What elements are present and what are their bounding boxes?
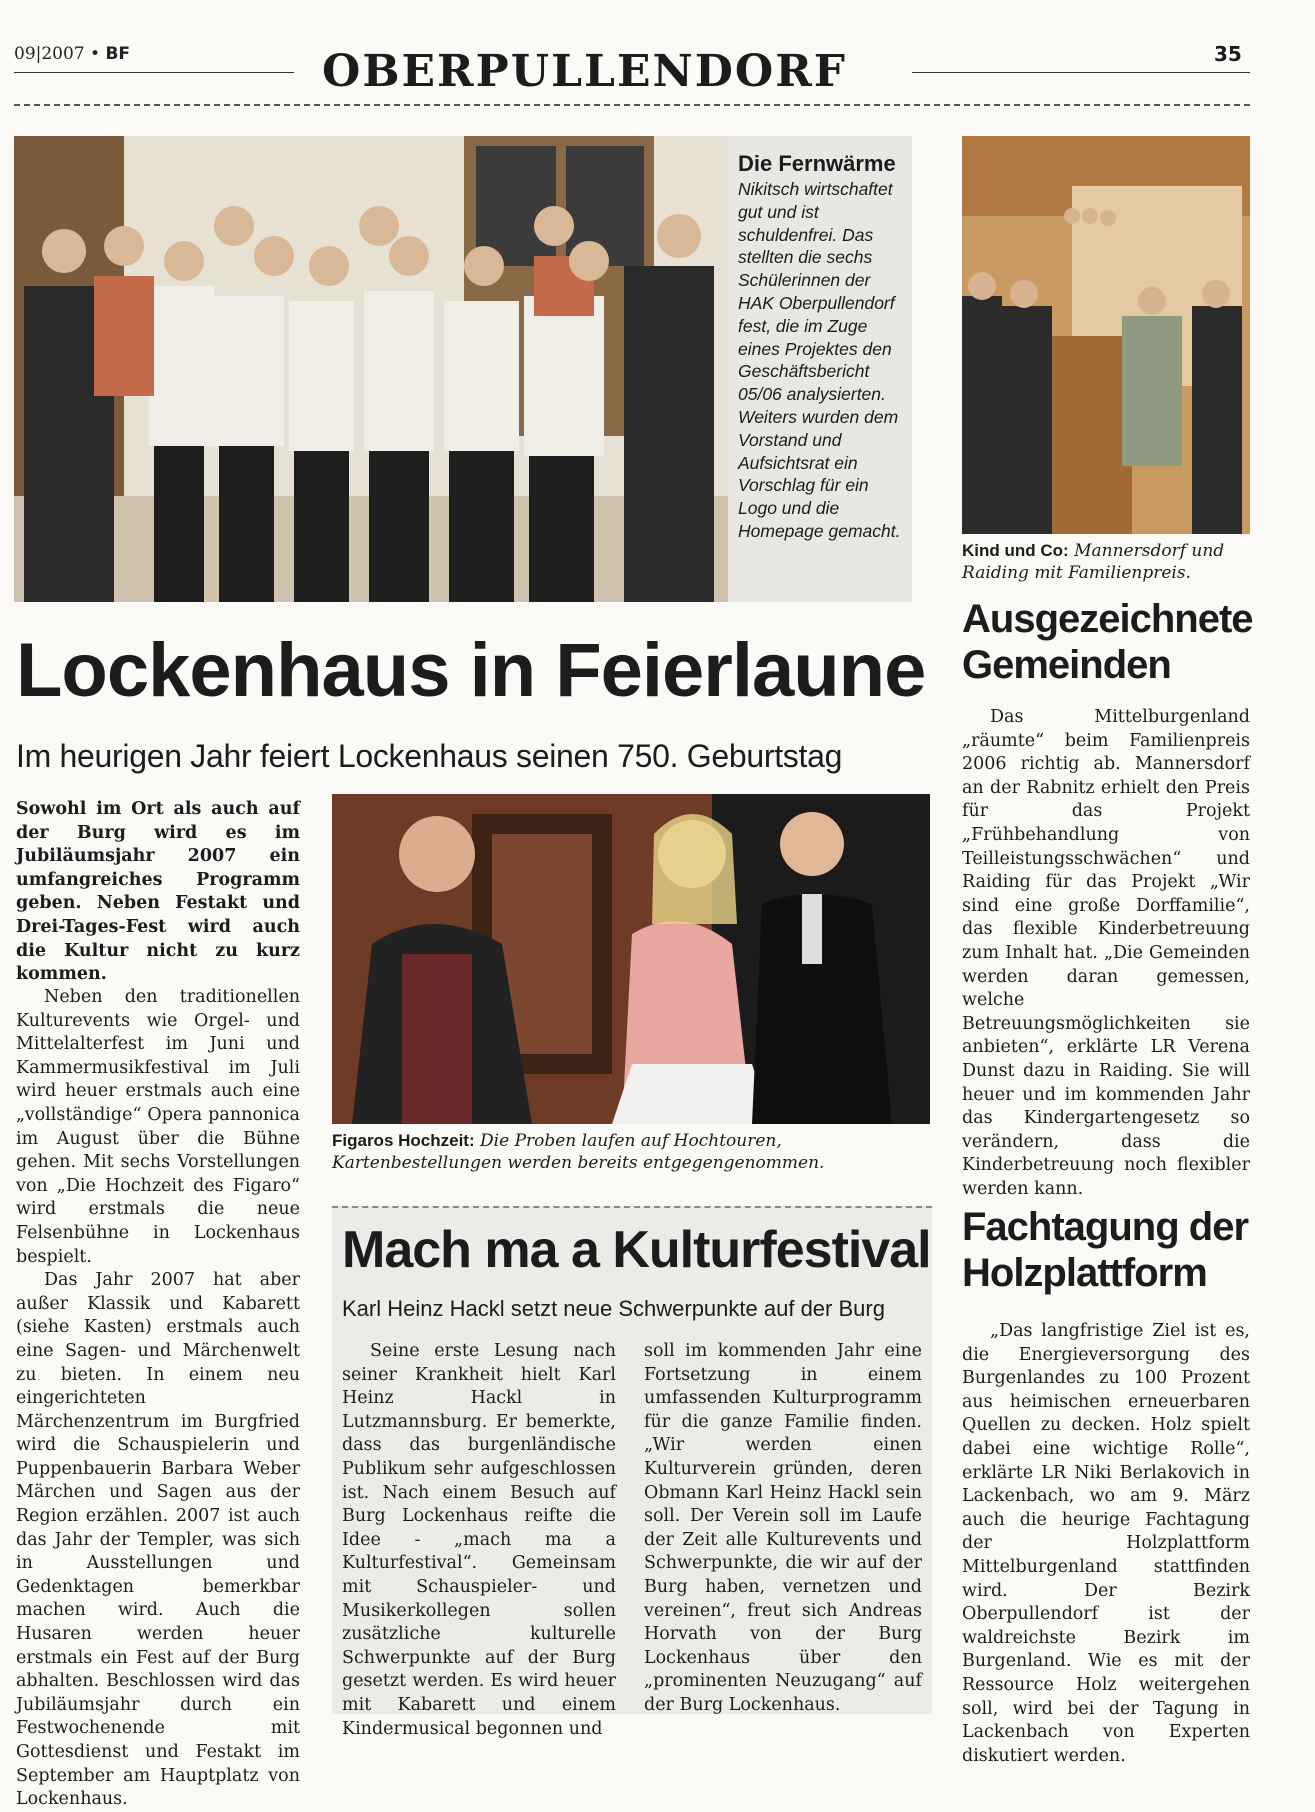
figaro-photo-caption-text: Die Proben laufen auf Hochtouren, Kartenbestellungen werden bereits entgegengenommen. — [332, 1131, 825, 1173]
main-body-paragraph-1: Neben den traditionellen Kulturevents wie Orgel- und Mittelalterfest im Juni und Kammermusikfestival im Juli wird heuer erstmals auch eine „vollständige“ Opera pannonica im August über die Bühne gehen. Mit sechs Vorstellungen von „Die Hochzeit des Figaro“ wird erstmals die neue Felsenbühne in Lockenhaus bespielt. — [16, 987, 300, 1267]
right-body-1 — [962, 706, 1250, 1201]
main-body-paragraph-2: Das Jahr 2007 hat aber außer Klassik und Kabarett (siehe Kasten) erstmals auch eine Sagen- und Märchenwelt zu bieten. In einem neu eingerichteten Märchenzentrum im Burgfried wird die Schauspielerin und Puppenbauerin Barbara Weber Märchen und Sagen aus der Region erzählen. 2007 ist auch das Jahr der Templer, was sich in Ausstellungen und Gedenktagen bemerkbar machen wird. Auch die Husaren werden heuer erstmals ein Fest auf der Burg abhalten. Beschlossen wird das Jubiläumsjahr durch ein Festwochenende mit Gottesdienst und Festakt im September am Hauptplatz von Lockenhaus. — [16, 1270, 300, 1810]
main-body — [16, 986, 300, 1812]
group-photo-caption-title: Die Fernwärme — [738, 151, 896, 176]
award-photo-illustration — [962, 136, 1250, 534]
header-rule-left — [14, 72, 294, 73]
award-photo-caption-label: Kind und Co: — [962, 541, 1069, 560]
right-body-1-text: Das Mittelburgenland „räumte“ beim Familienpreis 2006 richtig ab. Mannersdorf an der Rabnitz erhielt den Preis für das Projekt „Frühbehandlung von Teilleistungsschwächen“ und Raiding für das Projekt „Wir sind eine große Dorffamilie“, das flexible Kinderbetreuung zum Inhalt hat. „Die Gemeinden werden daran gemessen, welche Betreuungsmöglichkeiten sie anbieten“, erklärte LR Verena Dunst dazu in Raiding. Sie will heuer und im kommenden Jahr das Kindergartengesetz so verändern, dass die Kinderbetreuung noch flexibler werden kann. — [962, 707, 1250, 1199]
main-subheadline: Im heurigen Jahr feiert Lockenhaus seinen 750. Geburtstag — [16, 738, 843, 774]
group-photo-caption-text: Nikitsch wirtschaftet gut und ist schuldenfrei. Das stellten die sechs Schülerinnen der HAK Oberpullendorf fest, die im Zuge eines Projektes den Geschäftsbericht 05/06 analysierten. Weiters wurden dem Vorstand und Aufsichtsrat ein Vorschlag für ein Logo und die Homepage gemacht. — [738, 179, 901, 541]
box-headline: Mach ma a Kulturfestival — [342, 1221, 931, 1279]
box-subheadline: Karl Heinz Hackl setzt neue Schwerpunkte auf der Burg — [342, 1296, 885, 1321]
right-headline-2: Fachtagung der Holzplattform — [962, 1205, 1249, 1295]
header-dashed-divider — [14, 104, 1250, 106]
section-title: OBERPULLENDORF — [322, 46, 847, 97]
right-body-2-text: „Das langfristige Ziel ist es, die Energieversorgung des Burgenlandes zu 100 Prozent aus heimischen erneuerbaren Quellen zu decken. Holz spielt dabei eine wichtige Rolle“, erklärte LR Niki Berlakovich in Lackenbach, wo am 9. März auch die heurige Fachtagung der Holzplattform Mittelburgenland stattfinden wird. Der Bezirk Oberpullendorf ist der waldreichste Bezirk im Burgenland. Wie es mit der Ressource Holz weitergehen soll, wird bei der Tagung in Lackenbach von Experten diskutiert werden. — [962, 1321, 1250, 1766]
box-column-1 — [342, 1340, 616, 1741]
figaro-photo — [332, 794, 930, 1124]
figaro-photo-illustration — [332, 794, 930, 1124]
award-photo-caption — [962, 540, 1252, 584]
award-photo-caption-text: Mannersdorf und Raiding mit Familienpreis. — [962, 541, 1225, 583]
header-rule-right — [912, 72, 1250, 73]
box-column-2 — [644, 1340, 922, 1718]
award-photo — [962, 136, 1250, 534]
main-headline: Lockenhaus in Feierlaune — [16, 628, 926, 713]
issue-bullet: • — [90, 44, 101, 64]
page-number: 35 — [1214, 42, 1242, 66]
issue-line — [14, 44, 130, 64]
right-body-2 — [962, 1320, 1250, 1768]
group-photo-caption-box — [728, 136, 912, 602]
box-column-2-text: soll im kommenden Jahr eine Fortsetzung in einem umfassenden Kulturprogramm für die ganze Familie finden. „Wir werden einen Kulturverein gründen, deren Obmann Karl Heinz Hackl sein soll. Der Verein soll im Laufe der Zeit alle Kulturevents und Schwerpunkte, die wir auf der Burg haben, vernetzen und vereinen“, freut sich Andreas Horvath von der Burg Lockenhaus über den „prominenten Neuzugang“ auf der Burg Lockenhaus. — [644, 1341, 922, 1715]
figaro-photo-caption-label: Figaros Hochzeit: — [332, 1131, 475, 1150]
right-headline-1: Ausgezeichnete Gemeinden — [962, 597, 1253, 687]
issue-number: 09|2007 — [14, 44, 85, 64]
box-column-1-text: Seine erste Lesung nach seiner Krankheit hielt Karl Heinz Hackl in Lutzmannsburg. Er bemerkte, dass das burgenländische Publikum sehr aufgeschlossen ist. Nach einem Besuch auf Burg Lockenhaus reifte die Idee - „mach ma a Kulturfestival“. Gemeinsam mit Schauspieler- und Musikerkollegen sollen zusätzliche kulturelle Schwerpunkte auf der Burg gesetzt werden. Es wird heuer mit Kabarett und einem Kindermusical begonnen und — [342, 1341, 616, 1739]
figaro-photo-caption — [332, 1130, 930, 1174]
main-lead: Sowohl im Ort als auch auf der Burg wird es im Jubiläumsjahr 2007 ein umfangreiches Programm geben. Neben Festakt und Drei-Tages-Fest wird auch die Kultur nicht zu kurz kommen. — [16, 799, 300, 985]
paper-name: BF — [105, 44, 131, 64]
